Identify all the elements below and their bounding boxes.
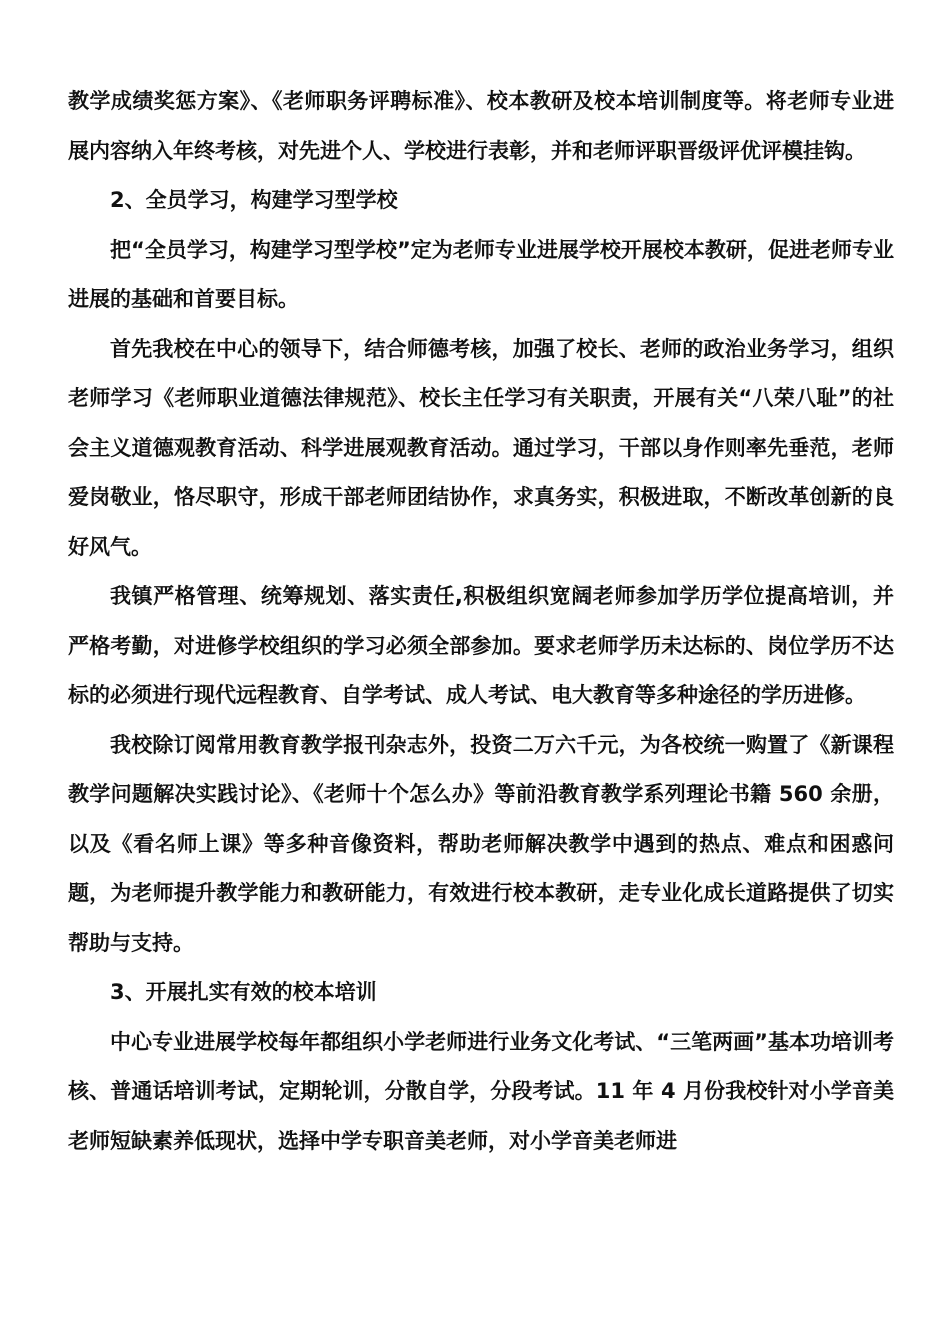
paragraph-continuation: 教学成绩奖惩方案》、《老师职务评聘标准》、校本教研及校本培训制度等。将老师专业进展内容纳入年终考核，对先进个人、学校进行表彰，并和老师评职晋级评优评模挂钩。 [68,89,894,163]
paragraph: 我校除订阅常用教育教学报刊杂志外，投资二万六千元，为各校统一购置了《新课程教学问题解决实践讨论》、《老师十个怎么办》等前沿教育教学系列理论书籍 560 余册，以及《看名师上课》等多种音像资料，帮助老师解决教学中遇到的热点、难点和困惑问题，为老师提升教学能力和教研能力，有效进行校本教研，走专业化成长道路提供了切实帮助与支持。 [68,732,894,955]
paragraph: 首先我校在中心的领导下，结合师德考核，加强了校长、老师的政治业务学习，组织老师学习《老师职业道德法律规范》、校长主任学习有关职责，开展有关“八荣八耻”的社会主义道德观教育活动、科学进展观教育活动。通过学习，干部以身作则率先垂范，老师爱岗敬业，恪尽职守，形成干部老师团结协作，求真务实，积极进取，不断改革创新的良好风气。 [68,336,894,559]
document-body [68,77,894,1166]
section-heading-2: 2、全员学习，构建学习型学校 [110,188,398,212]
paragraph: 我镇严格管理、统筹规划、落实责任,积极组织宽阔老师参加学历学位提高培训，并严格考勤，对进修学校组织的学习必须全部参加。要求老师学历未达标的、岗位学历不达标的必须进行现代远程教育、自学考试、成人考试、电大教育等多种途径的学历进修。 [68,584,894,707]
paragraph: 把“全员学习，构建学习型学校”定为老师专业进展学校开展校本教研，促进老师专业进展的基础和首要目标。 [68,237,894,311]
paragraph: 中心专业进展学校每年都组织小学老师进行业务文化考试、“三笔两画”基本功培训考核、普通话培训考试，定期轮训，分散自学，分段考试。11 年 4 月份我校针对小学音美老师短缺素养低现状，选择中学专职音美老师，对小学音美老师进 [68,1029,894,1153]
section-heading-3: 3、开展扎实有效的校本培训 [110,980,377,1004]
